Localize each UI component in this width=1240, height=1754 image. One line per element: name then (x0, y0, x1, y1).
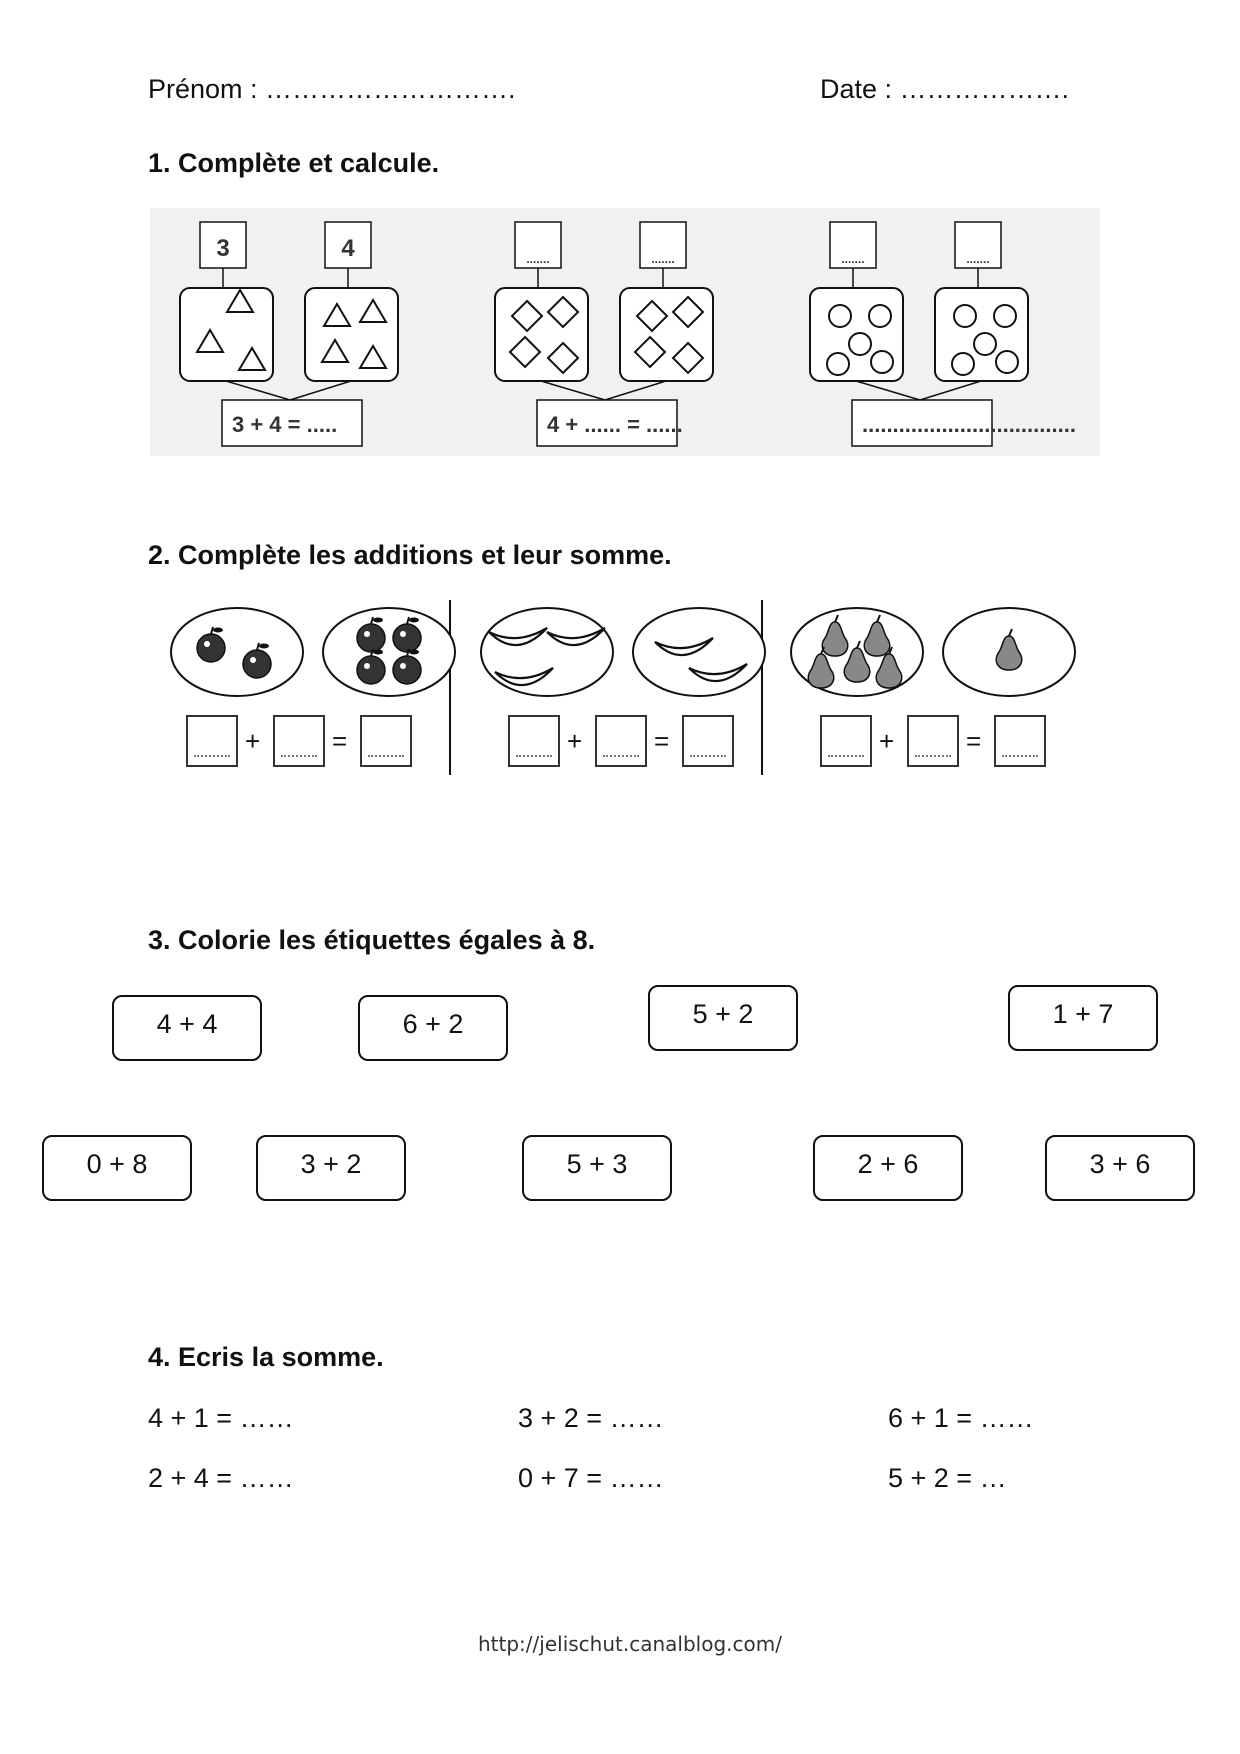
sum-item[interactable]: 4 + 1 = …… (148, 1403, 294, 1433)
exercise-3-title: 3. Colorie les étiquettes égales à 8. (148, 925, 596, 955)
equation-text: 4 + ...... = ...... (547, 412, 683, 437)
count-value: ....... (966, 252, 990, 266)
exercise-2-group (171, 608, 455, 696)
addend-answer-box[interactable] (186, 715, 238, 767)
label-tag[interactable]: 3 + 2 (256, 1135, 406, 1201)
sum-item[interactable]: 0 + 7 = …… (518, 1463, 664, 1493)
addend-answer-box[interactable] (907, 715, 959, 767)
label-tag[interactable]: 2 + 6 (813, 1135, 963, 1201)
sum-item[interactable]: 3 + 2 = …… (518, 1403, 664, 1433)
date-field[interactable]: Date : ………………. (820, 74, 1070, 104)
source-url[interactable]: http://jelischut.canalblog.com/ (478, 1632, 782, 1656)
sum-item[interactable]: 2 + 4 = …… (148, 1463, 294, 1493)
sum-item[interactable]: 6 + 1 = …… (888, 1403, 1034, 1433)
exercise-2-group (481, 608, 765, 696)
label-tag[interactable]: 4 + 4 (112, 995, 262, 1061)
plus-sign: + (245, 726, 261, 756)
sum-answer-box[interactable] (682, 715, 734, 767)
shape-box (620, 288, 713, 381)
addend-answer-box[interactable] (595, 715, 647, 767)
equation-text: 3 + 4 = ..... (232, 412, 338, 437)
sum-answer-box[interactable] (360, 715, 412, 767)
exercise-2-title: 2. Complète les additions et leur somme. (148, 540, 672, 570)
label-tag[interactable]: 3 + 6 (1045, 1135, 1195, 1201)
equals-sign: = (966, 726, 982, 756)
count-value: ....... (526, 252, 550, 266)
addend-answer-box[interactable] (508, 715, 560, 767)
label-tag[interactable]: 6 + 2 (358, 995, 508, 1061)
label-tag[interactable]: 5 + 2 (648, 985, 798, 1051)
plate (481, 608, 613, 696)
plate (633, 608, 765, 696)
equals-sign: = (332, 726, 348, 756)
equals-sign: = (654, 726, 670, 756)
shape-box (495, 288, 588, 381)
sum-answer-box[interactable] (994, 715, 1046, 767)
addend-answer-box[interactable] (820, 715, 872, 767)
plus-sign: + (567, 726, 583, 756)
plate (323, 608, 455, 696)
addend-answer-box[interactable] (273, 715, 325, 767)
label-tag[interactable]: 0 + 8 (42, 1135, 192, 1201)
count-value: ....... (841, 252, 865, 266)
exercise-2-group (791, 608, 1075, 696)
count-value: 4 (341, 235, 355, 262)
exercise-4-title: 4. Ecris la somme. (148, 1342, 384, 1372)
sum-item[interactable]: 5 + 2 = … (888, 1463, 1007, 1493)
count-value: ....... (651, 252, 675, 266)
label-tag[interactable]: 5 + 3 (522, 1135, 672, 1201)
shape-box (180, 288, 273, 381)
plate (171, 608, 303, 696)
prenom-field[interactable]: Prénom : ………………………. (148, 74, 516, 104)
exercise-1-title: 1. Complète et calcule. (148, 148, 440, 178)
count-value: 3 (216, 235, 230, 262)
equation-text: ................................... (862, 412, 1076, 437)
plus-sign: + (879, 726, 895, 756)
exercise-1-illustration (150, 208, 1100, 456)
label-tag[interactable]: 1 + 7 (1008, 985, 1158, 1051)
